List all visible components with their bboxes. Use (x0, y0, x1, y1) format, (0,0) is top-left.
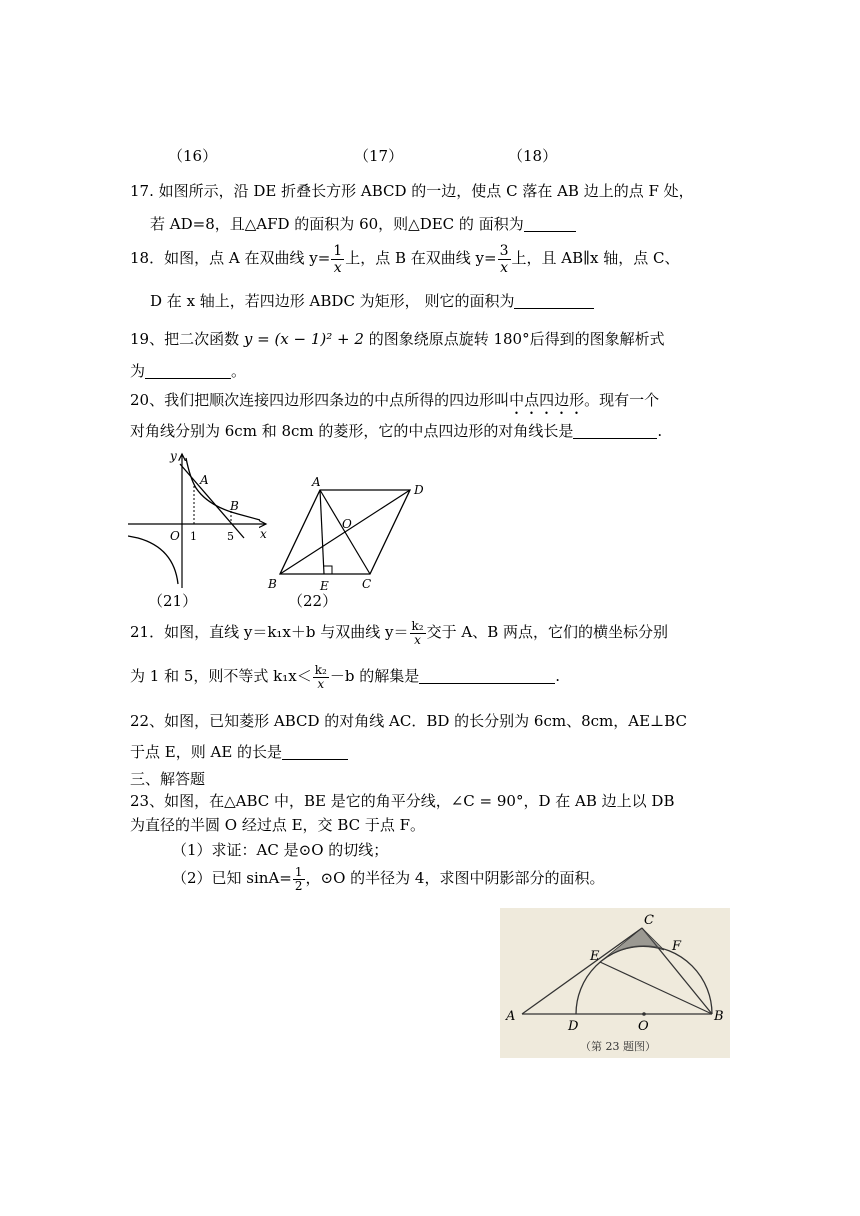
q21-text-end: . (555, 667, 560, 685)
q23-part1: （1）求证：AC 是⊙O 的切线； (172, 841, 389, 859)
q19-text-l2b: 。 (231, 362, 247, 380)
altitude-ae (320, 490, 324, 574)
q21-text-l2b: －b 的解集是 (329, 667, 420, 685)
q20-emphasis: 中点四边形 (509, 391, 585, 409)
figure-label-21: （21） (148, 592, 198, 610)
segment-ac (522, 928, 642, 1014)
figure-23 (500, 908, 730, 1058)
q22-text-l2: 于点 E，则 AE 的长是 (130, 743, 283, 761)
q21-fraction-2: $\frac{\text{k₂}}{x}$ (314, 662, 327, 691)
q19-text-l2a: 为 (130, 362, 146, 380)
label-o: O (342, 517, 352, 531)
q18-text-b: 上，点 B 在双曲线 y= (345, 249, 497, 267)
shaded-region (600, 928, 664, 962)
q20-line2 (130, 420, 740, 442)
label-y: y (170, 449, 177, 463)
figure-label-16: （16） (168, 147, 218, 165)
q20-line1 (130, 389, 740, 418)
q21-line1 (130, 614, 740, 650)
label-b: B (714, 1009, 724, 1024)
q20-text-a: 20、我们把顺次连接四边形四条边的中点所得的四边形叫 (130, 391, 510, 409)
q20-text-l2: 对角线分别为 6cm 和 8cm 的菱形，它的中点四边形的对角线长是 (130, 422, 574, 440)
label-e: E (320, 579, 329, 592)
label-c: C (362, 577, 372, 591)
figure-22 (262, 470, 434, 592)
q23-part2 (172, 862, 782, 894)
label-a: A (312, 475, 321, 489)
q22-line2 (130, 741, 740, 763)
q19-text-b: 的图象绕原点旋转 180°后得到的图象解析式 (363, 330, 665, 348)
q21-text-b: 交于 A、B 两点，它们的横坐标分别 (426, 623, 669, 641)
right-angle-mark (324, 566, 332, 574)
q21-text-a: 21．如图，直线 y＝k₁x＋b 与双曲线 y＝ (130, 623, 409, 641)
q20-answer-blank[interactable] (573, 422, 657, 439)
figure-label-22: （22） (288, 592, 338, 610)
label-x: x (260, 527, 267, 541)
q22-line1: 22、如图，已知菱形 ABCD 的对角线 AC．BD 的长分别为 6cm、8cm，AE⊥BC (130, 712, 687, 730)
q18-line2 (150, 290, 760, 312)
q17-answer-blank[interactable] (524, 215, 576, 232)
q22-answer-blank[interactable] (282, 743, 348, 760)
q17-line2 (150, 213, 760, 235)
label-a: A (506, 1009, 516, 1024)
label-e: E (590, 949, 600, 964)
q21-text-l2a: 为 1 和 5，则不等式 k₁x＜ (130, 667, 312, 685)
q18-answer-blank[interactable] (514, 292, 594, 309)
q21-fraction-1: $\frac{\text{k₂}}{x}$ (411, 618, 424, 647)
label-b: B (230, 499, 239, 513)
q20-text-end: . (657, 422, 663, 440)
q18-fraction-1: $\frac{1}{x}$ (333, 242, 343, 276)
label-b: B (268, 577, 277, 591)
q17-text: 若 AD=8，且△AFD 的面积为 60，则△DEC 的 面积为 (150, 215, 524, 233)
label-d: D (414, 483, 424, 497)
figure-label-18: （18） (508, 147, 558, 165)
q18-text-a: 18．如图，点 A 在双曲线 y= (130, 249, 331, 267)
figure-23-photo (500, 908, 730, 1058)
q17-line1: 17. 如图所示，沿 DE 折叠长方形 ABCD 的一边，使点 C 落在 AB 边上的点 F 处， (130, 182, 694, 200)
q19-line2 (130, 360, 740, 382)
q23-text-p2b: ，⊙O 的半径为 4，求图中阴影部分的面积。 (305, 869, 605, 887)
section-heading: 三、解答题 (130, 770, 206, 788)
label-a: A (200, 473, 209, 487)
q23-text-p2a: （2）已知 sinA= (172, 869, 292, 887)
label-o: O (170, 529, 180, 543)
q23-fraction: $\frac{1}{2}$ (294, 864, 303, 893)
center-dot (642, 1012, 646, 1016)
q19-line1 (130, 328, 740, 350)
hyperbola-branch-left (128, 536, 178, 584)
label-o: O (638, 1019, 649, 1034)
hyperbola-branch-right (186, 458, 260, 520)
q18-fraction-2: $\frac{3}{x}$ (499, 242, 509, 276)
q23-line1: 23、如图，在△ABC 中，BE 是它的角平分线，∠C = 90°，D 在 AB 边上以 DB (130, 792, 675, 810)
figure-label-17: （17） (354, 147, 404, 165)
label-f: F (672, 939, 682, 954)
q21-answer-blank[interactable] (419, 667, 555, 684)
q18-text-c: 上，且 AB∥x 轴，点 C、 (511, 249, 680, 267)
q20-text-b: 。现有一个 (584, 391, 660, 409)
q18-line1 (130, 240, 740, 276)
figure-23-caption: （第 23 题图） (580, 1040, 656, 1053)
label-d: D (568, 1019, 579, 1034)
q18-text-l2: D 在 x 轴上，若四边形 ABDC 为矩形， 则它的面积为 (150, 292, 515, 310)
tick-5: 5 (227, 530, 234, 543)
q19-text-a: 19、把二次函数 (130, 330, 244, 348)
q19-answer-blank[interactable] (145, 362, 231, 379)
label-c: C (644, 913, 654, 928)
q23-line2: 为直径的半圆 O 经过点 E，交 BC 于点 F。 (130, 816, 426, 834)
q19-formula: y = (x − 1)² + 2 (243, 330, 364, 348)
figure-21 (128, 448, 274, 590)
tick-1: 1 (190, 530, 197, 543)
q21-line2 (130, 658, 740, 694)
